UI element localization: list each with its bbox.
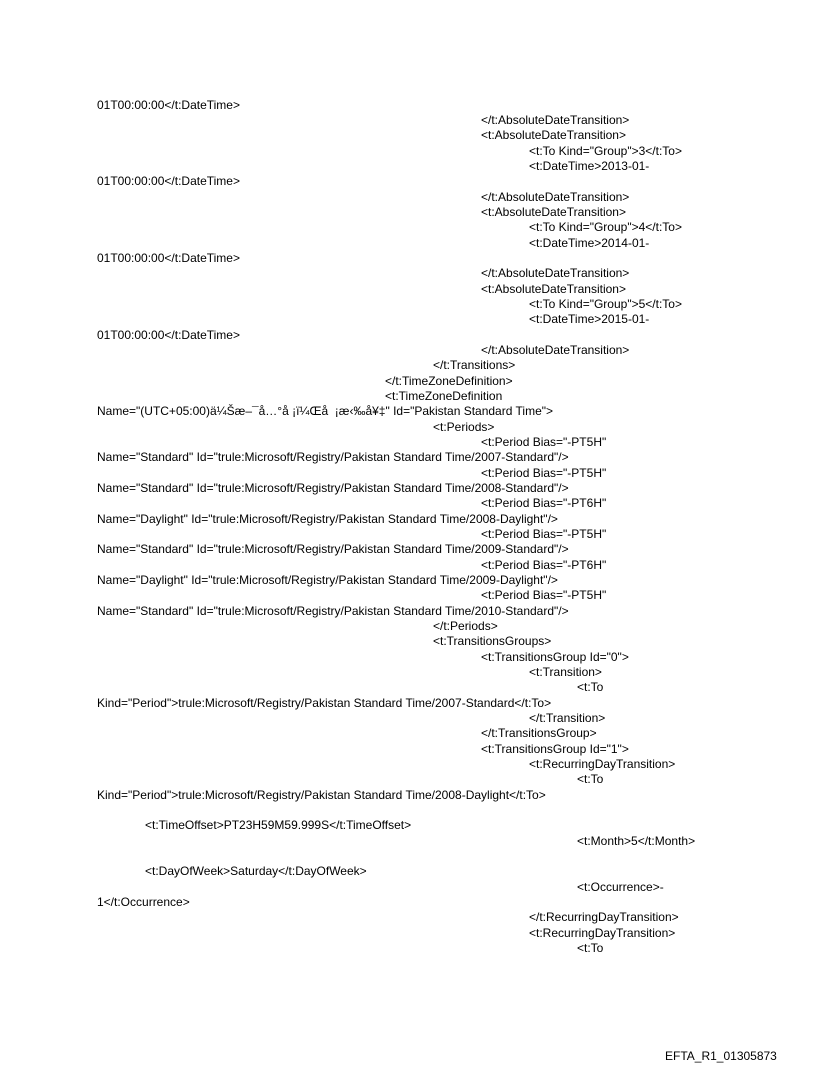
text-line: Name="Standard" Id="trule:Microsoft/Registry/Pakistan Standard Time/2010-Standard"/> [97,604,569,618]
text-line: </t:Periods> [433,619,498,633]
text-line: <t:Transition> [529,665,602,679]
text-line: 01T00:00:00</t:DateTime> [97,98,240,112]
document-id-footer: EFTA_R1_01305873 [665,1049,777,1063]
text-line: Kind="Period">trule:Microsoft/Registry/Pakistan Standard Time/2007-Standard</t:To> [97,696,552,710]
text-line: Name="Daylight" Id="trule:Microsoft/Registry/Pakistan Standard Time/2009-Daylight"/> [97,573,558,587]
text-line: Name="Standard" Id="trule:Microsoft/Registry/Pakistan Standard Time/2008-Standard"/> [97,481,569,495]
text-line: <t:DayOfWeek>Saturday</t:DayOfWeek> [145,864,367,878]
text-line: <t:To Kind="Group">5</t:To> [529,297,682,311]
text-line: <t:Month>5</t:Month> [577,834,696,848]
text-line: </t:Transitions> [433,358,516,372]
text-line: <t:RecurringDayTransition> [529,757,676,771]
text-line: </t:AbsoluteDateTransition> [481,343,630,357]
text-line: <t:DateTime>2015-01- [529,312,650,326]
text-line: Kind="Period">trule:Microsoft/Registry/Pakistan Standard Time/2008-Daylight</t:To> [97,788,546,802]
text-line: <t:Occurrence>- [577,880,664,894]
text-line: <t:TransitionsGroup Id="1"> [481,742,629,756]
text-line: <t:To [577,772,604,786]
text-line: <t:TransitionsGroup Id="0"> [481,650,629,664]
text-line: </t:AbsoluteDateTransition> [481,190,630,204]
text-line: <t:TransitionsGroups> [433,634,552,648]
text-line: </t:Transition> [529,711,606,725]
text-line: <t:Periods> [433,420,495,434]
text-line: <t:Period Bias="-PT5H" [481,527,607,541]
text-line: <t:TimeZoneDefinition [385,389,503,403]
text-line: 01T00:00:00</t:DateTime> [97,251,240,265]
text-line: <t:To [577,941,604,955]
text-line: <t:Period Bias="-PT6H" [481,558,607,572]
text-line: <t:AbsoluteDateTransition> [481,205,626,219]
text-line: </t:TimeZoneDefinition> [385,374,513,388]
text-line: <t:DateTime>2013-01- [529,159,650,173]
text-line: 01T00:00:00</t:DateTime> [97,328,240,342]
text-line: </t:AbsoluteDateTransition> [481,266,630,280]
text-line: Name="Daylight" Id="trule:Microsoft/Registry/Pakistan Standard Time/2008-Daylight"/> [97,512,558,526]
text-line: <t:Period Bias="-PT6H" [481,496,607,510]
text-line: <t:To Kind="Group">3</t:To> [529,144,682,158]
text-line: <t:AbsoluteDateTransition> [481,282,626,296]
text-line: <t:TimeOffset>PT23H59M59.999S</t:TimeOffset> [145,818,412,832]
text-line: Name="Standard" Id="trule:Microsoft/Registry/Pakistan Standard Time/2009-Standard"/> [97,542,569,556]
text-line: <t:Period Bias="-PT5H" [481,588,607,602]
text-line: </t:TransitionsGroup> [481,726,597,740]
text-line: <t:To Kind="Group">4</t:To> [529,220,682,234]
text-line: Name="(UTC+05:00)ä¼Šæ–¯å…°å ¡ï¼Œå ¡æ‹‰å¥‡" Id="Pakistan Standard Time"> [97,404,554,418]
text-line: 01T00:00:00</t:DateTime> [97,174,240,188]
text-line: <t:Period Bias="-PT5H" [481,435,607,449]
text-line: <t:DateTime>2014-01- [529,236,650,250]
text-line: <t:AbsoluteDateTransition> [481,128,626,142]
text-line: <t:To [577,680,604,694]
text-line: </t:RecurringDayTransition> [529,910,679,924]
text-line: Name="Standard" Id="trule:Microsoft/Registry/Pakistan Standard Time/2007-Standard"/> [97,450,569,464]
text-line: <t:Period Bias="-PT5H" [481,466,607,480]
text-line: </t:AbsoluteDateTransition> [481,113,630,127]
text-line: 1</t:Occurrence> [97,895,190,909]
text-line: <t:RecurringDayTransition> [529,926,676,940]
